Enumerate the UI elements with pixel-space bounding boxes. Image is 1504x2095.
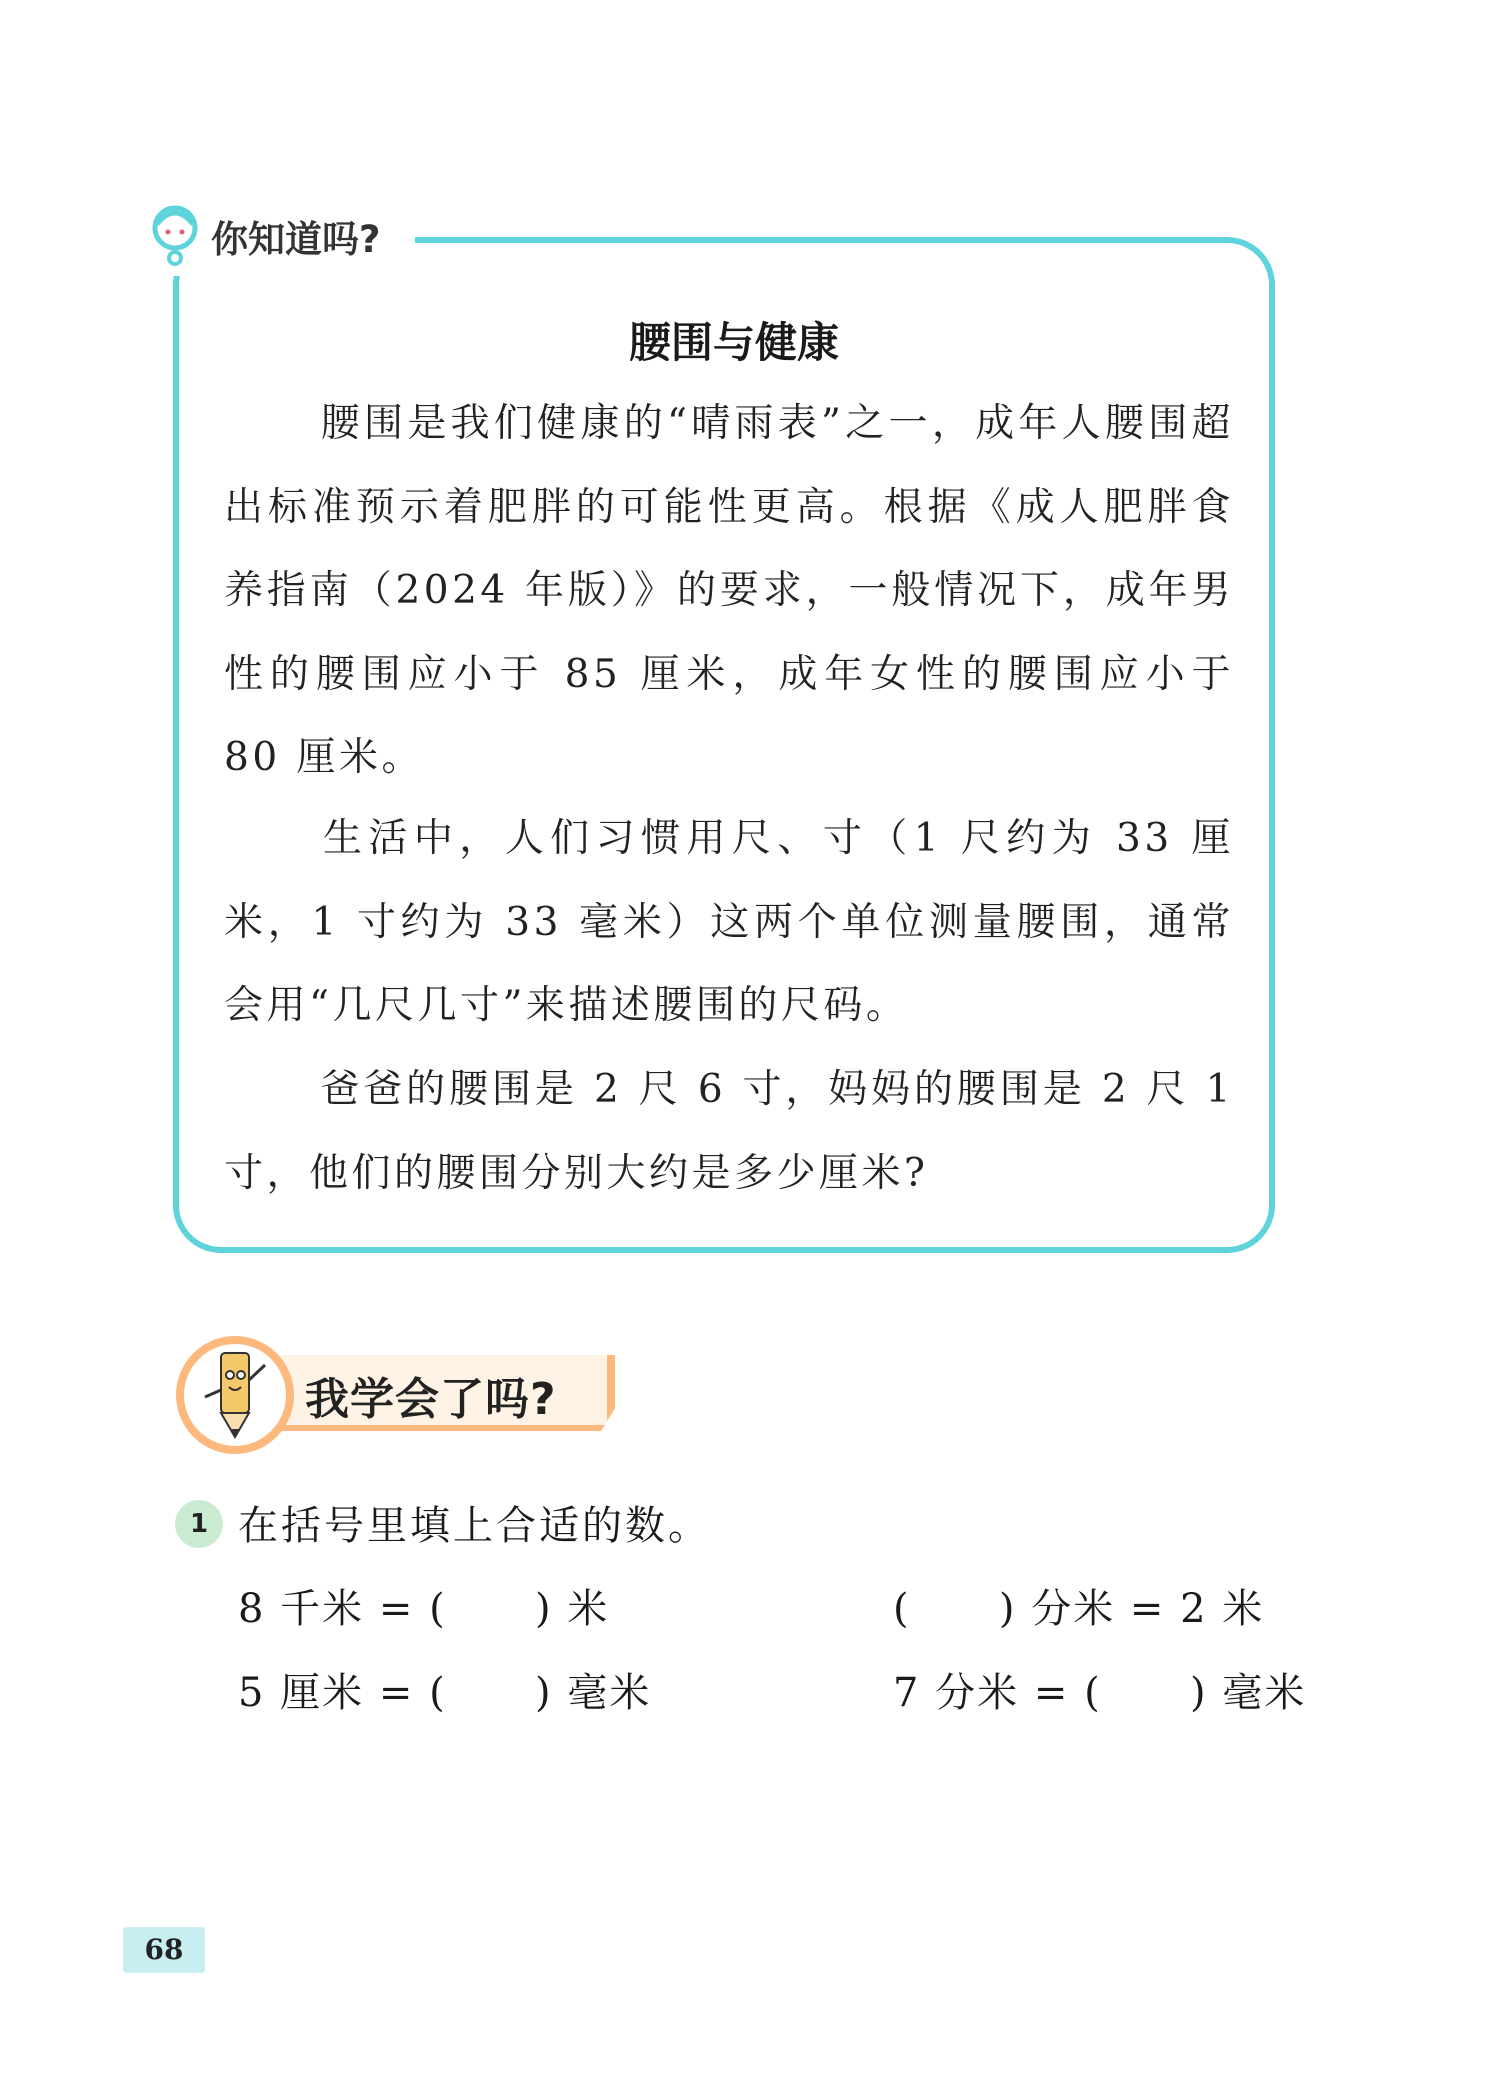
did-you-know-header [145,196,415,276]
girl-face-icon [145,196,205,276]
paragraph: 爸爸的腰围是 2 尺 6 寸，妈妈的腰围是 2 尺 1 寸，他们的腰围分别大约是多少厘米? [224,1067,1234,1196]
exercise-item: ( ) 分米 = 2 米 [893,1586,1265,1632]
pencil-mascot-icon [175,1335,295,1455]
exercise-item: 7 分米 = ( ) 毫米 [893,1670,1307,1716]
exercise-item: 5 厘米 = ( ) 毫米 [238,1670,652,1716]
section-banner [175,1335,625,1455]
paragraph: 腰围是我们健康的“晴雨表”之一，成年人腰围超出标准预示着肥胖的可能性更高。根据《成人肥胖食养指南（2024 年版）》的要求，一般情况下，成年男性的腰围应小于 85 厘米，成年女性的腰围应小于 80 厘米。 [224,401,1234,780]
paragraph: 生活中，人们习惯用尺、寸（1 尺约为 33 厘米，1 寸约为 33 毫米）这两个单位测量腰围，通常会用“几尺几寸”来描述腰围的尺码。 [224,816,1234,1028]
exercise-item: 8 千米 = ( ) 米 [238,1586,610,1632]
question-prompt: 在括号里填上合适的数。 [238,1503,711,1549]
section-title: 我学会了吗? [305,1374,557,1425]
page-number: 68 [123,1927,205,1973]
did-you-know-label: 你知道吗? [211,218,381,261]
question-number-badge: 1 [175,1500,223,1548]
article-title: 腰围与健康 [628,318,839,367]
